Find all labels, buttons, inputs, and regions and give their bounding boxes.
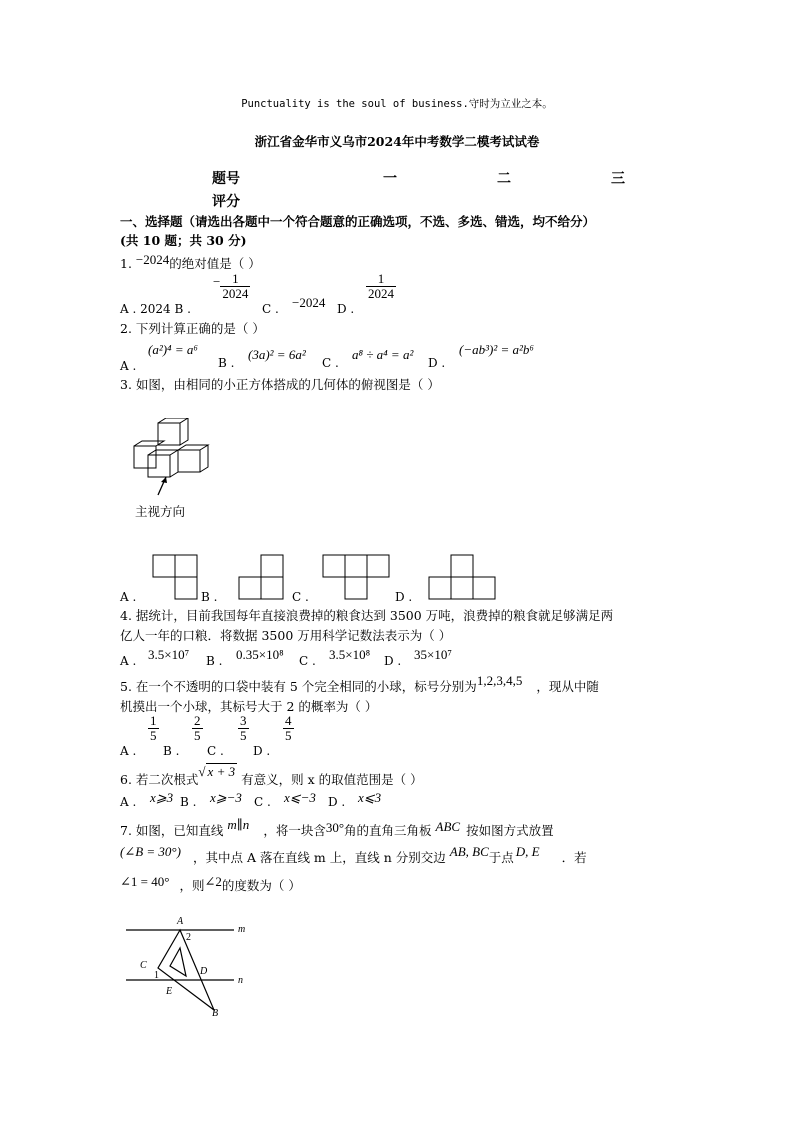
q7-label-n: n — [238, 975, 243, 986]
q2-stem: 2. 下列计算正确的是（ ） — [120, 321, 265, 336]
q4-option-c-label: C . — [299, 654, 316, 668]
q6-option-b: x⩾−3 — [210, 790, 242, 805]
q6-option-c-label: C . — [254, 795, 271, 809]
q7-line3: ∠1 = 40° ，则∠2的度数为（ ） — [120, 874, 301, 893]
q7-line1: 7. 如图，已知直线 m∥n ，将一块含30°角的直角三角板 ABC 按如图方式放置 — [120, 817, 554, 838]
q3-view-direction-label: 主视方向 — [135, 504, 186, 519]
q7-label-B: B — [212, 1008, 219, 1019]
q5-line2: 机摸出一个小球，其标号大于 2 的概率为（ ） — [120, 699, 378, 714]
q1-option-d: $\frac{1}{2024}$ — [368, 271, 394, 302]
q2-option-d: (−ab³)² = a²b⁶ — [459, 342, 534, 357]
q7-label-1: 1 — [154, 970, 159, 981]
q7-label-m: m — [238, 924, 246, 935]
q5-option-b: $\frac{2}{5}$ — [194, 713, 201, 744]
q3-solid-figure — [128, 418, 220, 498]
q3-option-b-label: B . — [201, 590, 218, 604]
q4-option-d: 35×10⁷ — [414, 647, 452, 662]
q6-option-d: x⩽3 — [358, 790, 382, 805]
q4-option-d-label: D . — [384, 654, 402, 668]
q2-option-c-label: C . — [322, 356, 339, 370]
q2-option-a: (a²)⁴ = a⁶ — [148, 342, 198, 357]
q1-stem-text: 的绝对值是（ ） — [169, 256, 261, 271]
q4-option-a: 3.5×10⁷ — [148, 647, 190, 662]
q7-label-D: D — [200, 966, 208, 977]
score-table-col-3: 三 — [611, 171, 625, 187]
q5-option-a-label: A . — [120, 744, 137, 758]
q5-line1: 5. 在一个不透明的口袋中装有 5 个完全相同的小球，标号分别为1,2,3,4,5 ，现从中随 — [120, 673, 599, 694]
q1-option-c-label: C . — [262, 302, 279, 316]
q7-label-C: C — [140, 960, 147, 971]
score-table-col-2: 二 — [497, 171, 511, 187]
q3-stem: 3. 如图，由相同的小正方体搭成的几何体的俯视图是（ ） — [120, 377, 440, 392]
score-table-header-label: 题号 — [212, 171, 240, 187]
q1-stem — [120, 254, 261, 272]
q2-option-a-label: A . — [120, 359, 137, 373]
q5-option-a: $\frac{1}{5}$ — [150, 713, 157, 744]
q2-option-b-label: B . — [218, 356, 235, 370]
q1-expr: −2024 — [135, 252, 170, 267]
score-table-score-label: 评分 — [212, 194, 240, 210]
q5-option-d: $\frac{4}{5}$ — [285, 713, 292, 744]
q7-label-E: E — [166, 986, 173, 997]
q3-option-c-label: C . — [292, 590, 309, 604]
q7-label-2: 2 — [186, 932, 191, 943]
q3-option-c-view — [322, 554, 392, 600]
q3-option-b-view — [237, 554, 285, 600]
q2-option-b: (3a)² = 6a² — [248, 347, 306, 362]
q3-option-d-label: D . — [395, 590, 413, 604]
q6-option-a-label: A . — [120, 795, 137, 809]
q5-option-c: $\frac{3}{5}$ — [240, 713, 247, 744]
q1-number: 1. — [120, 256, 132, 271]
q3-option-d-view — [428, 554, 498, 600]
q3-option-a-label: A . — [120, 590, 137, 604]
motto: Punctuality is the soul of business.守时为立业之本。 — [241, 98, 553, 110]
q5-option-c-label: C . — [207, 744, 224, 758]
paper-title: 浙江省金华市义乌市2024年中考数学二模考试试卷 — [254, 134, 540, 149]
section1-subheading: (共 10 题；共 30 分) — [120, 233, 247, 248]
section1-heading: 一、选择题（请选出各题中一个符合题意的正确选项，不选、多选、错选，均不给分） — [120, 214, 596, 229]
q5-option-d-label: D . — [253, 744, 271, 758]
q6-stem: 6. 若二次根式√ x + 3有意义，则 x 的取值范围是（ ） — [120, 764, 423, 787]
q3-option-a-view — [152, 554, 198, 600]
q7-figure — [122, 912, 256, 1020]
q2-option-c: a⁸ ÷ a⁴ = a² — [352, 347, 414, 362]
q4-option-b-label: B . — [206, 654, 223, 668]
q1-option-d-label: D . — [337, 302, 355, 316]
q6-option-c: x⩽−3 — [284, 790, 316, 805]
q4-option-c: 3.5×10⁸ — [329, 647, 371, 662]
q7-label-A: A — [177, 916, 184, 927]
q4-option-b: 0.35×10⁸ — [236, 647, 284, 662]
q1-option-b: − $\frac{1}{2024}$ — [213, 271, 249, 302]
q6-option-d-label: D . — [328, 795, 346, 809]
q1-option-a: A . 2024 B . — [120, 302, 191, 316]
q5-option-b-label: B . — [163, 744, 180, 758]
q6-radicand: x + 3 — [207, 764, 236, 779]
q6-option-a: x⩾3 — [150, 790, 174, 805]
q7-line2: (∠B = 30°) ，其中点 A 落在直线 m 上，直线 n 分别交边 AB, BC于点 D, E ．若 — [120, 844, 587, 865]
q4-option-a-label: A . — [120, 654, 137, 668]
q2-option-d-label: D . — [428, 356, 446, 370]
q4-line1: 4. 据统计，目前我国每年直接浪费掉的粮食达到 3500 万吨，浪费掉的粮食就足够满足两 — [120, 608, 614, 623]
q4-line2: 亿人一年的口粮．将数据 3500 万用科学记数法表示为（ ） — [120, 628, 452, 643]
q5-numbers: 1,2,3,4,5 — [476, 673, 523, 688]
q6-option-b-label: B . — [180, 795, 197, 809]
q1-option-c: −2024 — [292, 295, 326, 310]
score-table-col-1: 一 — [383, 171, 397, 187]
